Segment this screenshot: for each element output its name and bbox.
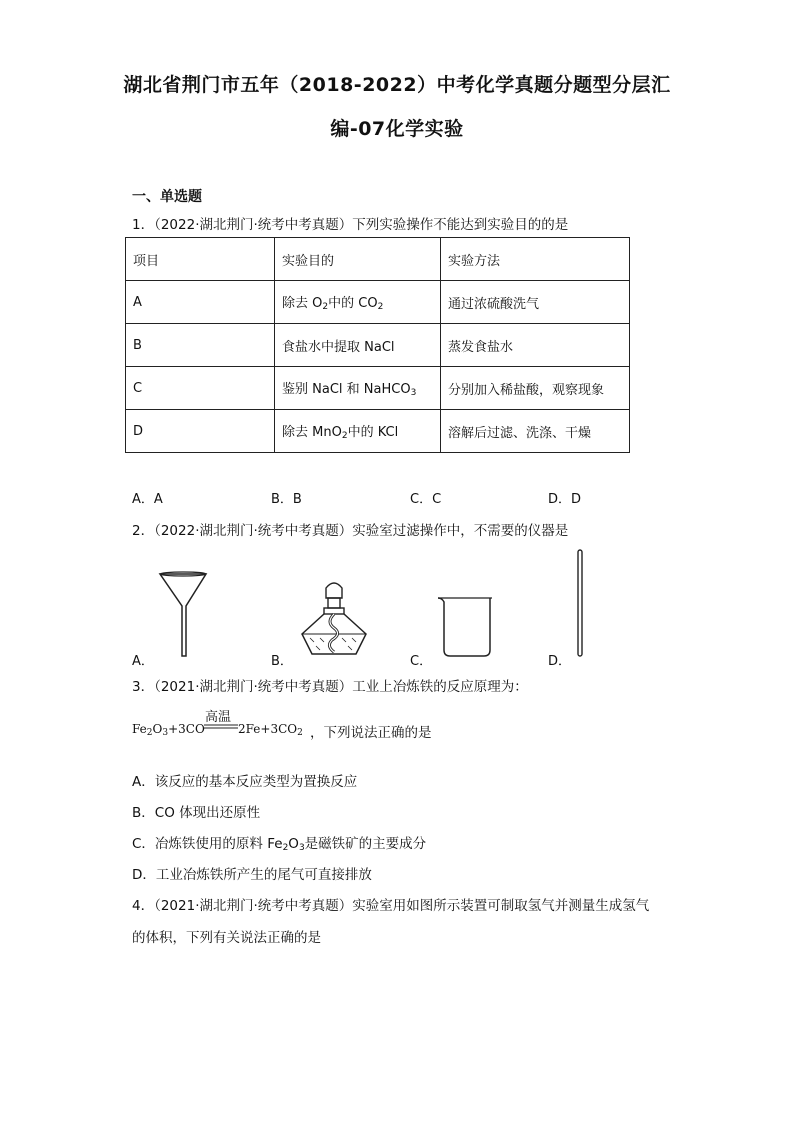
glass-rod-icon: [574, 548, 586, 658]
q3-choice-b[interactable]: B．CO 体现出还原性: [132, 805, 261, 821]
subscript: 2: [341, 431, 348, 441]
q2-option-a[interactable]: A．: [132, 654, 154, 669]
q3-choice-c[interactable]: [132, 832, 426, 853]
subscript: 2: [297, 728, 303, 738]
equals-sign-icon: [204, 724, 238, 730]
q1-option-d[interactable]: D．D: [548, 492, 582, 507]
purpose-text: 中的 KCl: [347, 425, 399, 440]
table-header-cell: 项目: [126, 238, 275, 281]
table-row: [126, 367, 630, 410]
paper-title-line2: 编-07化学实验: [330, 118, 464, 140]
q2-option-b[interactable]: B．: [271, 654, 293, 669]
purpose-text: 中的 CO: [328, 296, 378, 311]
q2-option-d[interactable]: D．: [548, 654, 572, 669]
q1-option-a[interactable]: A．A: [132, 492, 163, 507]
eq-products: 2Fe+3CO: [238, 722, 298, 736]
table-cell-item: B: [126, 324, 275, 367]
table-row: [126, 324, 630, 367]
q4-stem-line1: 4．（2021·湖北荆门·统考中考真题）实验室用如图所示装置可制取氢气并测量生成氢气: [132, 898, 650, 914]
table-cell-method: 分别加入稀盐酸，观察现象: [441, 367, 630, 410]
alcohol-lamp-icon: [296, 578, 372, 660]
subscript: 2: [146, 728, 153, 738]
purpose-text: 除去 O: [282, 296, 323, 311]
subscript: 3: [410, 388, 417, 398]
q1-option-b[interactable]: B．B: [271, 492, 302, 507]
table-cell-item: D: [126, 410, 275, 453]
q2-option-c[interactable]: C．: [410, 654, 433, 669]
table-cell-purpose: [275, 410, 441, 453]
q1-stem: 1．（2022·湖北荆门·统考中考真题）下列实验操作不能达到实验目的的是: [132, 217, 569, 233]
table-header-cell: 实验目的: [275, 238, 441, 281]
funnel-icon: [158, 570, 210, 660]
table-cell-purpose: [275, 367, 441, 410]
table-cell-purpose: [275, 281, 441, 324]
table-cell-purpose: [275, 324, 441, 367]
q1-option-c[interactable]: C．C: [410, 492, 442, 507]
subscript: 2: [282, 843, 289, 853]
section-heading: 一、单选题: [132, 189, 202, 205]
equation-left: [132, 722, 205, 738]
table-row: [126, 410, 630, 453]
table-header-cell: 实验方法: [441, 238, 630, 281]
eq-plus-co: +3CO: [168, 722, 205, 736]
eq-fe: Fe: [132, 722, 147, 736]
table-cell-method: 通过浓硫酸洗气: [441, 281, 630, 324]
eq-o: O: [152, 722, 163, 736]
choice-text: 是磁铁矿的主要成分: [304, 836, 427, 852]
reaction-condition: 高温: [205, 710, 232, 725]
choice-text: O: [288, 836, 299, 852]
purpose-text: 除去 MnO: [282, 425, 342, 440]
equation-tail: ，下列说法正确的是: [310, 725, 432, 741]
choice-text: C．冶炼铁使用的原料 Fe: [132, 836, 283, 852]
subscript: 3: [298, 843, 305, 853]
q2-stem: 2．（2022·湖北荆门·统考中考真题）实验室过滤操作中，不需要的仪器是: [132, 523, 569, 539]
subscript: 3: [162, 728, 169, 738]
subscript: 2: [322, 302, 329, 312]
purpose-text: 鉴别 NaCl 和 NaHCO: [282, 382, 411, 397]
q1-table: [125, 237, 630, 453]
table-header-row: [126, 238, 630, 281]
equation-right: [238, 722, 303, 738]
subscript: 2: [377, 302, 384, 312]
q3-stem: 3．（2021·湖北荆门·统考中考真题）工业上冶炼铁的反应原理为：: [132, 679, 528, 695]
q3-choice-a[interactable]: A．该反应的基本反应类型为置换反应: [132, 774, 358, 790]
table-cell-item: A: [126, 281, 275, 324]
paper-title-line1: 湖北省荆门市五年（2018-2022）中考化学真题分题型分层汇: [123, 74, 671, 96]
q3-equation: [132, 706, 552, 746]
beaker-icon: [436, 596, 498, 660]
table-cell-method: 溶解后过滤、洗涤、干燥: [441, 410, 630, 453]
table-row: [126, 281, 630, 324]
table-cell-item: C: [126, 367, 275, 410]
q4-stem-line2: 的体积，下列有关说法正确的是: [132, 930, 321, 946]
purpose-text: 食盐水中提取 NaCl: [282, 339, 395, 355]
table-cell-method: 蒸发食盐水: [441, 324, 630, 367]
q3-choice-d[interactable]: D．工业冶炼铁所产生的尾气可直接排放: [132, 867, 372, 883]
